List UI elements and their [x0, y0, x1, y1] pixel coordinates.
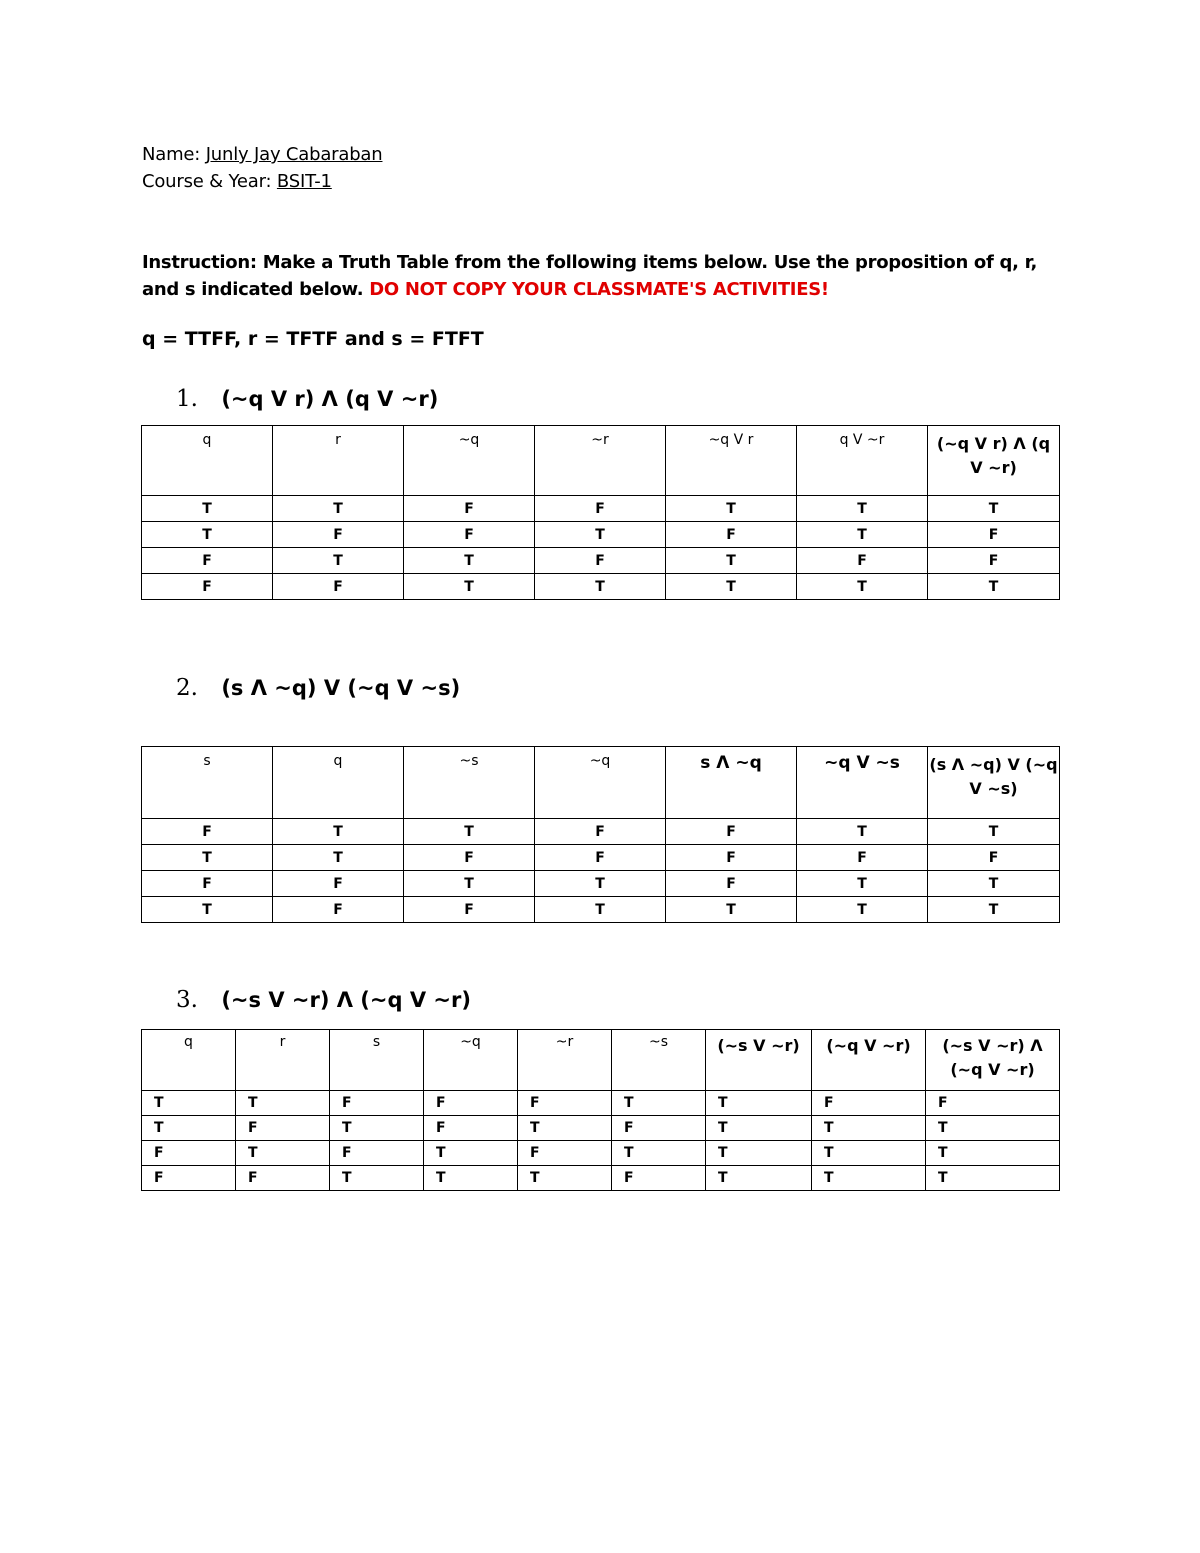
column-header: ~q [424, 1030, 518, 1091]
table-cell: F [142, 819, 273, 845]
truth-table-1 [141, 425, 1060, 600]
table-cell: F [142, 1166, 236, 1191]
table-row [142, 1141, 1060, 1166]
column-header: ~s [612, 1030, 706, 1091]
table-cell: F [330, 1091, 424, 1116]
column-header: q V ~r [797, 426, 928, 496]
table-cell: F [404, 845, 535, 871]
table-cell: F [535, 548, 666, 574]
table-cell: F [142, 574, 273, 600]
table-row [142, 871, 1060, 897]
name-line [142, 144, 382, 165]
table-cell: T [666, 496, 797, 522]
table-cell: F [612, 1116, 706, 1141]
table-cell: F [797, 845, 928, 871]
table-cell: T [330, 1116, 424, 1141]
name-value: Junly Jay Cabaraban [205, 144, 383, 165]
table-cell: T [404, 871, 535, 897]
propositions: q = TTFF, r = TFTF and s = FTFT [142, 328, 484, 350]
table-cell: T [928, 819, 1060, 845]
table-cell: F [273, 871, 404, 897]
column-header: ~s [404, 747, 535, 819]
table-cell: T [926, 1141, 1060, 1166]
table-cell: T [330, 1166, 424, 1191]
column-header: (~q V r) Λ (q V ~r) [928, 426, 1060, 496]
table-cell: F [666, 871, 797, 897]
table-cell: T [928, 897, 1060, 923]
table-cell: F [424, 1116, 518, 1141]
table-cell: T [797, 819, 928, 845]
table-cell: T [666, 897, 797, 923]
column-header: r [236, 1030, 330, 1091]
table-header-row [142, 1030, 1060, 1091]
item-expression: (s Λ ~q) V (~q V ~s) [221, 676, 461, 700]
table-cell: T [142, 522, 273, 548]
table-cell: T [273, 845, 404, 871]
table-cell: F [142, 871, 273, 897]
table-cell: F [535, 845, 666, 871]
column-header: s [142, 747, 273, 819]
table-cell: T [518, 1116, 612, 1141]
table-cell: T [404, 819, 535, 845]
table-cell: T [424, 1141, 518, 1166]
column-header: r [273, 426, 404, 496]
table-cell: T [797, 522, 928, 548]
table-cell: T [142, 496, 273, 522]
item-2-heading [176, 675, 460, 701]
table-cell: T [142, 897, 273, 923]
column-header: s [330, 1030, 424, 1091]
table-cell: T [928, 574, 1060, 600]
table-cell: T [273, 548, 404, 574]
course-label: Course & Year: [142, 171, 272, 192]
table-cell: F [404, 496, 535, 522]
table-cell: F [928, 522, 1060, 548]
instruction-warning: DO NOT COPY YOUR CLASSMATE'S ACTIVITIES! [369, 279, 829, 300]
table-cell: T [236, 1141, 330, 1166]
truth-table-2 [141, 746, 1060, 923]
item-3-heading [176, 987, 471, 1013]
table-cell: T [812, 1116, 926, 1141]
table-cell: T [404, 548, 535, 574]
table-cell: T [142, 1116, 236, 1141]
table-cell: T [666, 574, 797, 600]
table-header-row [142, 747, 1060, 819]
course-line [142, 171, 332, 192]
column-header: s Λ ~q [666, 747, 797, 819]
item-number: 1. [176, 386, 198, 412]
table-cell: T [797, 496, 928, 522]
table-cell: T [236, 1091, 330, 1116]
table-cell: F [404, 897, 535, 923]
column-header: (~s V ~r) [706, 1030, 812, 1091]
table-cell: T [142, 845, 273, 871]
table-cell: T [926, 1116, 1060, 1141]
column-header: (~q V ~r) [812, 1030, 926, 1091]
table-cell: T [535, 574, 666, 600]
table-cell: F [666, 819, 797, 845]
table-cell: T [928, 871, 1060, 897]
table-cell: T [535, 871, 666, 897]
table-cell: F [273, 897, 404, 923]
table-cell: T [797, 574, 928, 600]
table-cell: F [273, 522, 404, 548]
table-cell: F [236, 1166, 330, 1191]
table-cell: T [797, 871, 928, 897]
table-cell: F [404, 522, 535, 548]
table-cell: F [797, 548, 928, 574]
table-cell: F [330, 1141, 424, 1166]
column-header: ~q [535, 747, 666, 819]
table-cell: T [612, 1091, 706, 1116]
table-cell: F [535, 496, 666, 522]
table-cell: F [518, 1141, 612, 1166]
table-cell: F [666, 522, 797, 548]
column-header: q [273, 747, 404, 819]
table-cell: F [612, 1166, 706, 1191]
column-header: q [142, 426, 273, 496]
instruction [142, 249, 1042, 303]
table-row [142, 522, 1060, 548]
table-row [142, 845, 1060, 871]
table-cell: F [666, 845, 797, 871]
table-cell: F [518, 1091, 612, 1116]
table-cell: F [273, 574, 404, 600]
table-row [142, 897, 1060, 923]
table-cell: T [518, 1166, 612, 1191]
truth-table-3 [141, 1029, 1060, 1191]
table-row [142, 819, 1060, 845]
table-row [142, 548, 1060, 574]
item-number: 2. [176, 675, 198, 701]
column-header: ~r [518, 1030, 612, 1091]
table-row [142, 1166, 1060, 1191]
table-cell: F [812, 1091, 926, 1116]
table-cell: F [424, 1091, 518, 1116]
name-label: Name: [142, 144, 201, 165]
table-cell: T [404, 574, 535, 600]
column-header: (~s V ~r) Λ (~q V ~r) [926, 1030, 1060, 1091]
column-header: ~q V ~s [797, 747, 928, 819]
table-cell: F [928, 548, 1060, 574]
table-row [142, 1091, 1060, 1116]
table-row [142, 574, 1060, 600]
table-cell: F [535, 819, 666, 845]
table-cell: T [926, 1166, 1060, 1191]
table-cell: T [424, 1166, 518, 1191]
table-cell: F [142, 1141, 236, 1166]
table-cell: T [666, 548, 797, 574]
item-number: 3. [176, 987, 198, 1013]
table-cell: T [142, 1091, 236, 1116]
table-cell: T [797, 897, 928, 923]
item-expression: (~s V ~r) Λ (~q V ~r) [221, 988, 471, 1012]
table-cell: T [273, 496, 404, 522]
table-cell: F [142, 548, 273, 574]
table-cell: T [706, 1116, 812, 1141]
table-cell: T [706, 1141, 812, 1166]
item-1-heading [176, 386, 438, 412]
table-cell: T [612, 1141, 706, 1166]
instruction-text: Instruction: Make a Truth Table from the following items below. Use the proposition of q, r, and s indicated below. [142, 252, 1038, 300]
table-cell: T [535, 897, 666, 923]
table-header-row [142, 426, 1060, 496]
table-cell: T [535, 522, 666, 548]
table-cell: F [926, 1091, 1060, 1116]
column-header: q [142, 1030, 236, 1091]
column-header: ~q [404, 426, 535, 496]
table-cell: T [273, 819, 404, 845]
table-cell: T [812, 1141, 926, 1166]
column-header: ~r [535, 426, 666, 496]
column-header: ~q V r [666, 426, 797, 496]
table-cell: T [706, 1091, 812, 1116]
table-row [142, 496, 1060, 522]
table-cell: F [236, 1116, 330, 1141]
table-row [142, 1116, 1060, 1141]
column-header: (s Λ ~q) V (~q V ~s) [928, 747, 1060, 819]
table-cell: T [928, 496, 1060, 522]
item-expression: (~q V r) Λ (q V ~r) [221, 387, 439, 411]
table-cell: T [812, 1166, 926, 1191]
table-cell: T [706, 1166, 812, 1191]
table-cell: F [928, 845, 1060, 871]
course-value: BSIT-1 [276, 171, 332, 192]
